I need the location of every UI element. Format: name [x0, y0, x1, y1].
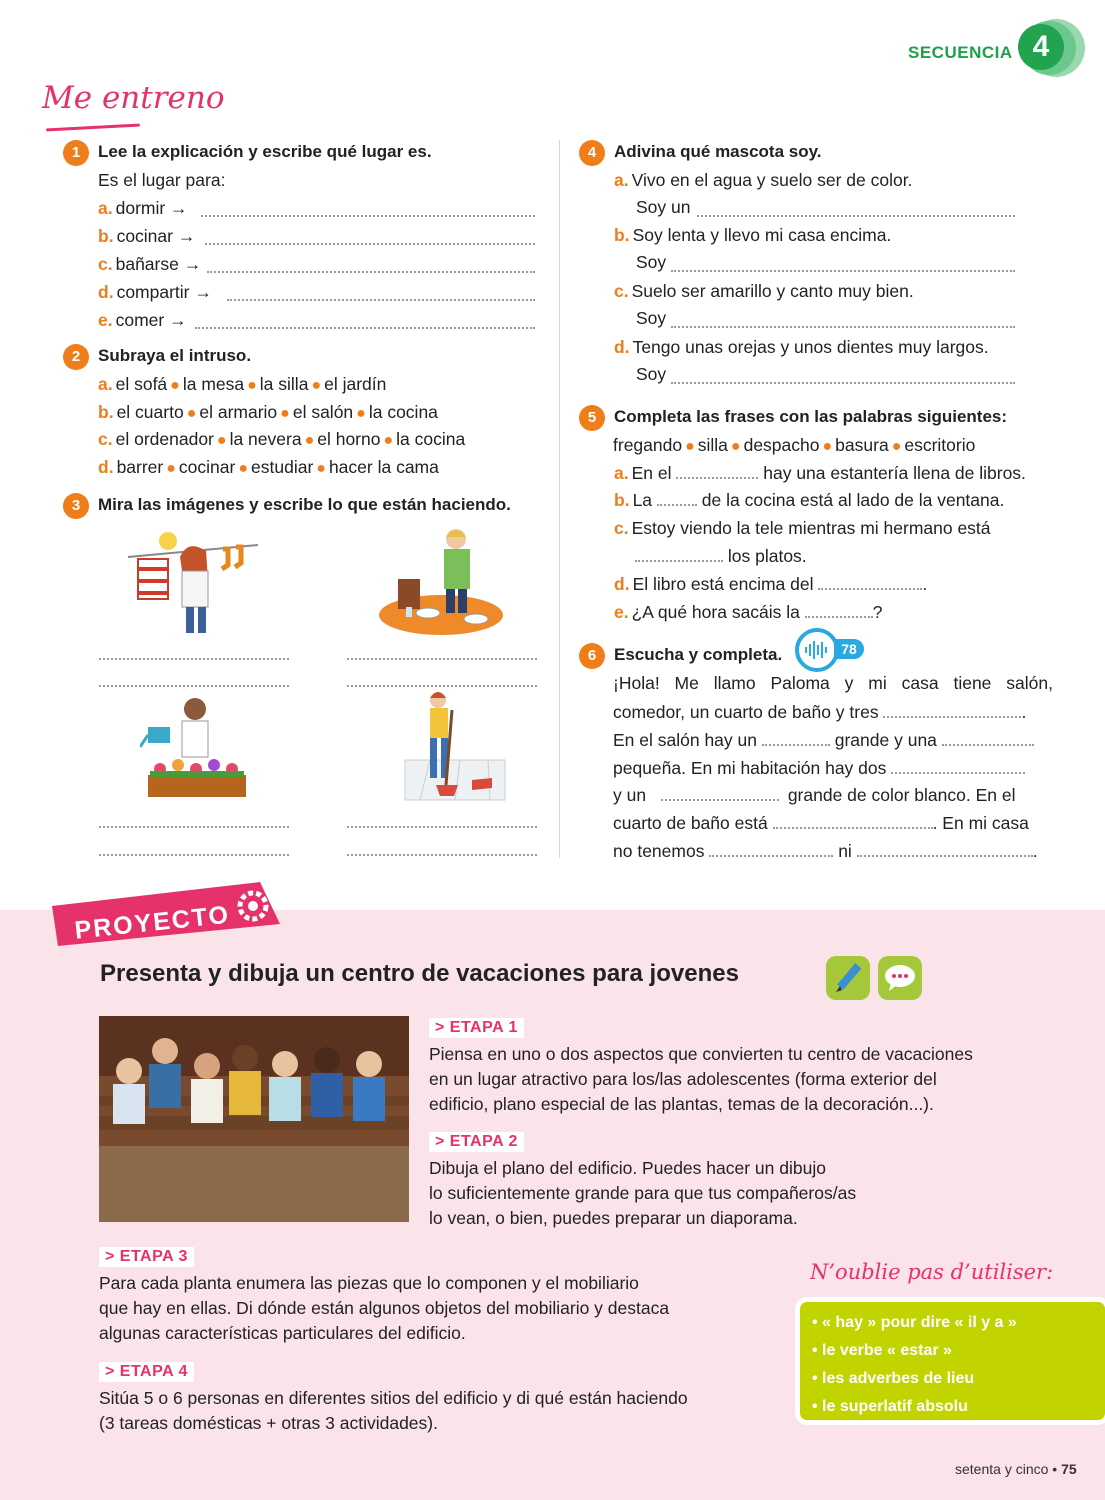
listening-text-line: comedor, un cuarto de baño y tres . — [613, 702, 1027, 722]
title-underline — [46, 124, 140, 132]
blank[interactable] — [805, 603, 873, 618]
svg-text:PROYECTO: PROYECTO — [73, 900, 232, 945]
page-footer: setenta y cinco • 75 — [955, 1461, 1077, 1477]
blank[interactable] — [195, 327, 535, 329]
blank[interactable] — [671, 270, 1015, 272]
reminder-item: • « hay » pour dire « il y a » — [812, 1314, 1017, 1331]
answer-line[interactable]: e. comer → — [98, 310, 187, 330]
reminder-box — [795, 1297, 1105, 1425]
riddle-answer-label: Soy — [636, 252, 667, 272]
exercise-title: Completa las frases con las palabras siguientes: — [614, 407, 1008, 426]
listening-text-line: pequeña. En mi habitación hay dos — [613, 757, 1025, 779]
blank[interactable] — [635, 547, 723, 562]
sentence-continuation: los platos. — [635, 545, 807, 567]
answer-line[interactable]: a. dormir → — [98, 198, 188, 218]
speech-bubble-icon — [878, 956, 922, 1000]
etapa-2-label: > ETAPA 2 — [429, 1132, 524, 1152]
image-answer-blank[interactable] — [347, 658, 537, 660]
exercise-title: Adivina qué mascota soy. — [614, 142, 822, 161]
sweeping-illustration — [400, 690, 510, 805]
blank[interactable] — [891, 759, 1025, 774]
etapa-2-text: Dibuja el plano del edificio. Puedes hacer un dibujo lo suficientemente grande para que tus compañeros/as lo vean, o bien, puedes preparar un diaporama. — [429, 1158, 857, 1228]
image-answer-blank[interactable] — [99, 854, 289, 856]
listening-text-line: y un grande de color blanco. En el — [613, 785, 1016, 805]
riddle: c. Suelo ser amarillo y canto muy bien. — [614, 281, 914, 301]
blank[interactable] — [207, 271, 535, 273]
etapa-1-label: > ETAPA 1 — [429, 1018, 524, 1038]
project-banner — [48, 878, 288, 946]
etapa-3-label: > ETAPA 3 — [99, 1247, 194, 1267]
reminder-item: • le verbe « estar » — [812, 1342, 952, 1359]
sentence: d. El libro está encima del . — [614, 574, 928, 594]
exercise-title: Mira las imágenes y escribe lo que están haciendo. — [98, 495, 511, 514]
word-list: c. el ordenador ● la nevera ● el horno ● la cocina — [98, 429, 466, 449]
page-title: Me entreno — [42, 80, 225, 116]
listening-text-line: ¡Hola! Me llamo Paloma y mi casa tiene salón, — [613, 673, 1053, 693]
reminder-item: • les adverbes de lieu — [812, 1370, 975, 1387]
image-answer-blank[interactable] — [99, 685, 289, 687]
image-answer-blank[interactable] — [347, 854, 537, 856]
reminder-item: • le superlatif absolu — [812, 1398, 968, 1415]
blank[interactable] — [671, 382, 1015, 384]
teenagers-photo — [99, 1016, 409, 1222]
answer-line[interactable]: c. bañarse → — [98, 254, 202, 274]
image-answer-blank[interactable] — [347, 826, 537, 828]
watering-plants-illustration — [140, 695, 250, 805]
laundry-illustration — [128, 527, 258, 637]
column-divider — [559, 140, 560, 858]
sentence: e. ¿A qué hora sacáis la ? — [614, 602, 883, 622]
riddle: a. Vivo en el agua y suelo ser de color. — [614, 170, 913, 190]
blank[interactable] — [883, 703, 1021, 718]
blank[interactable] — [818, 575, 922, 590]
etapa-1-text: Piensa en uno o dos aspectos que convierten tu centro de vacaciones en un lugar atractivo para los/las adolescentes (forma exterior del edificio, plano especial de las plantas, temas de la decoración...). — [429, 1044, 973, 1114]
exercise-number: 3 — [63, 493, 89, 519]
exercise-intro: Es el lugar para: — [98, 170, 226, 190]
exercise-title: Escucha y completa. — [614, 645, 783, 664]
image-answer-blank[interactable] — [347, 685, 537, 687]
sequence-label: SECUENCIA — [908, 43, 1013, 62]
reminder-title: N’oublie pas d’utiliser: — [810, 1260, 1054, 1284]
blank[interactable] — [942, 731, 1034, 746]
exercise-number: 5 — [579, 405, 605, 431]
etapa-4-label: > ETAPA 4 — [99, 1362, 194, 1382]
listening-text-line: no tenemos ni . — [613, 841, 1038, 861]
audio-track-icon[interactable] — [795, 628, 839, 672]
exercise-title: Lee la explicación y escribe qué lugar es. — [98, 142, 432, 161]
sentence: c. Estoy viendo la tele mientras mi hermano está — [614, 518, 991, 538]
sentence: a. En el hay una estantería llena de libros. — [614, 463, 1026, 483]
audio-track-number: 78 — [834, 639, 864, 659]
blank[interactable] — [227, 299, 535, 301]
blank[interactable] — [773, 814, 933, 829]
image-answer-blank[interactable] — [99, 826, 289, 828]
listening-text-line: En el salón hay un grande y una — [613, 729, 1034, 751]
exercise-number: 4 — [579, 140, 605, 166]
blank[interactable] — [857, 842, 1033, 857]
exercise-number: 6 — [579, 643, 605, 669]
exercise-number: 2 — [63, 344, 89, 370]
word-list: d. barrer ● cocinar ● estudiar ● hacer la cama — [98, 457, 439, 477]
riddle: d. Tengo unas orejas y unos dientes muy largos. — [614, 337, 989, 357]
blank[interactable] — [676, 464, 758, 479]
riddle-answer-label: Soy un — [636, 197, 691, 217]
blank[interactable] — [671, 326, 1015, 328]
blank[interactable] — [762, 731, 830, 746]
word-list: a. el sofá ● la mesa ● la silla ● el jardín — [98, 374, 387, 394]
table-setting-illustration — [376, 527, 506, 637]
pencil-icon — [826, 956, 870, 1000]
blank[interactable] — [709, 842, 833, 857]
riddle-answer-label: Soy — [636, 364, 667, 384]
blank[interactable] — [205, 243, 535, 245]
answer-line[interactable]: d. compartir → — [98, 282, 212, 302]
listening-text-line: cuarto de baño está . En mi casa — [613, 813, 1029, 833]
etapa-4-text: Sitúa 5 o 6 personas en diferentes sitios del edificio y di qué están haciendo (3 tareas domésticas + otras 3 actividades). — [99, 1388, 688, 1433]
exercise-number: 1 — [63, 140, 89, 166]
blank[interactable] — [201, 215, 535, 217]
sentence: b. La de la cocina está al lado de la ventana. — [614, 490, 1005, 510]
answer-line[interactable]: b. cocinar → — [98, 226, 196, 246]
page-number: 75 — [1061, 1461, 1077, 1477]
word-list: b. el cuarto ● el armario ● el salón ● la cocina — [98, 402, 438, 422]
riddle: b. Soy lenta y llevo mi casa encima. — [614, 225, 892, 245]
riddle-answer-label: Soy — [636, 308, 667, 328]
project-heading: Presenta y dibuja un centro de vacaciones para jovenes — [100, 960, 739, 987]
blank[interactable] — [661, 786, 779, 801]
word-bank: fregando ● silla ● despacho ● basura ● escritorio — [613, 435, 976, 455]
etapa-3-text: Para cada planta enumera las piezas que lo componen y el mobiliario que hay en ellas. Di dónde están algunos objetos del mobiliario y destaca algunas características particulares del edificio. — [99, 1273, 670, 1343]
exercise-title: Subraya el intruso. — [98, 346, 252, 365]
blank[interactable] — [657, 491, 697, 506]
blank[interactable] — [697, 215, 1015, 217]
image-answer-blank[interactable] — [99, 658, 289, 660]
sequence-number-badge: 4 — [1018, 24, 1064, 70]
